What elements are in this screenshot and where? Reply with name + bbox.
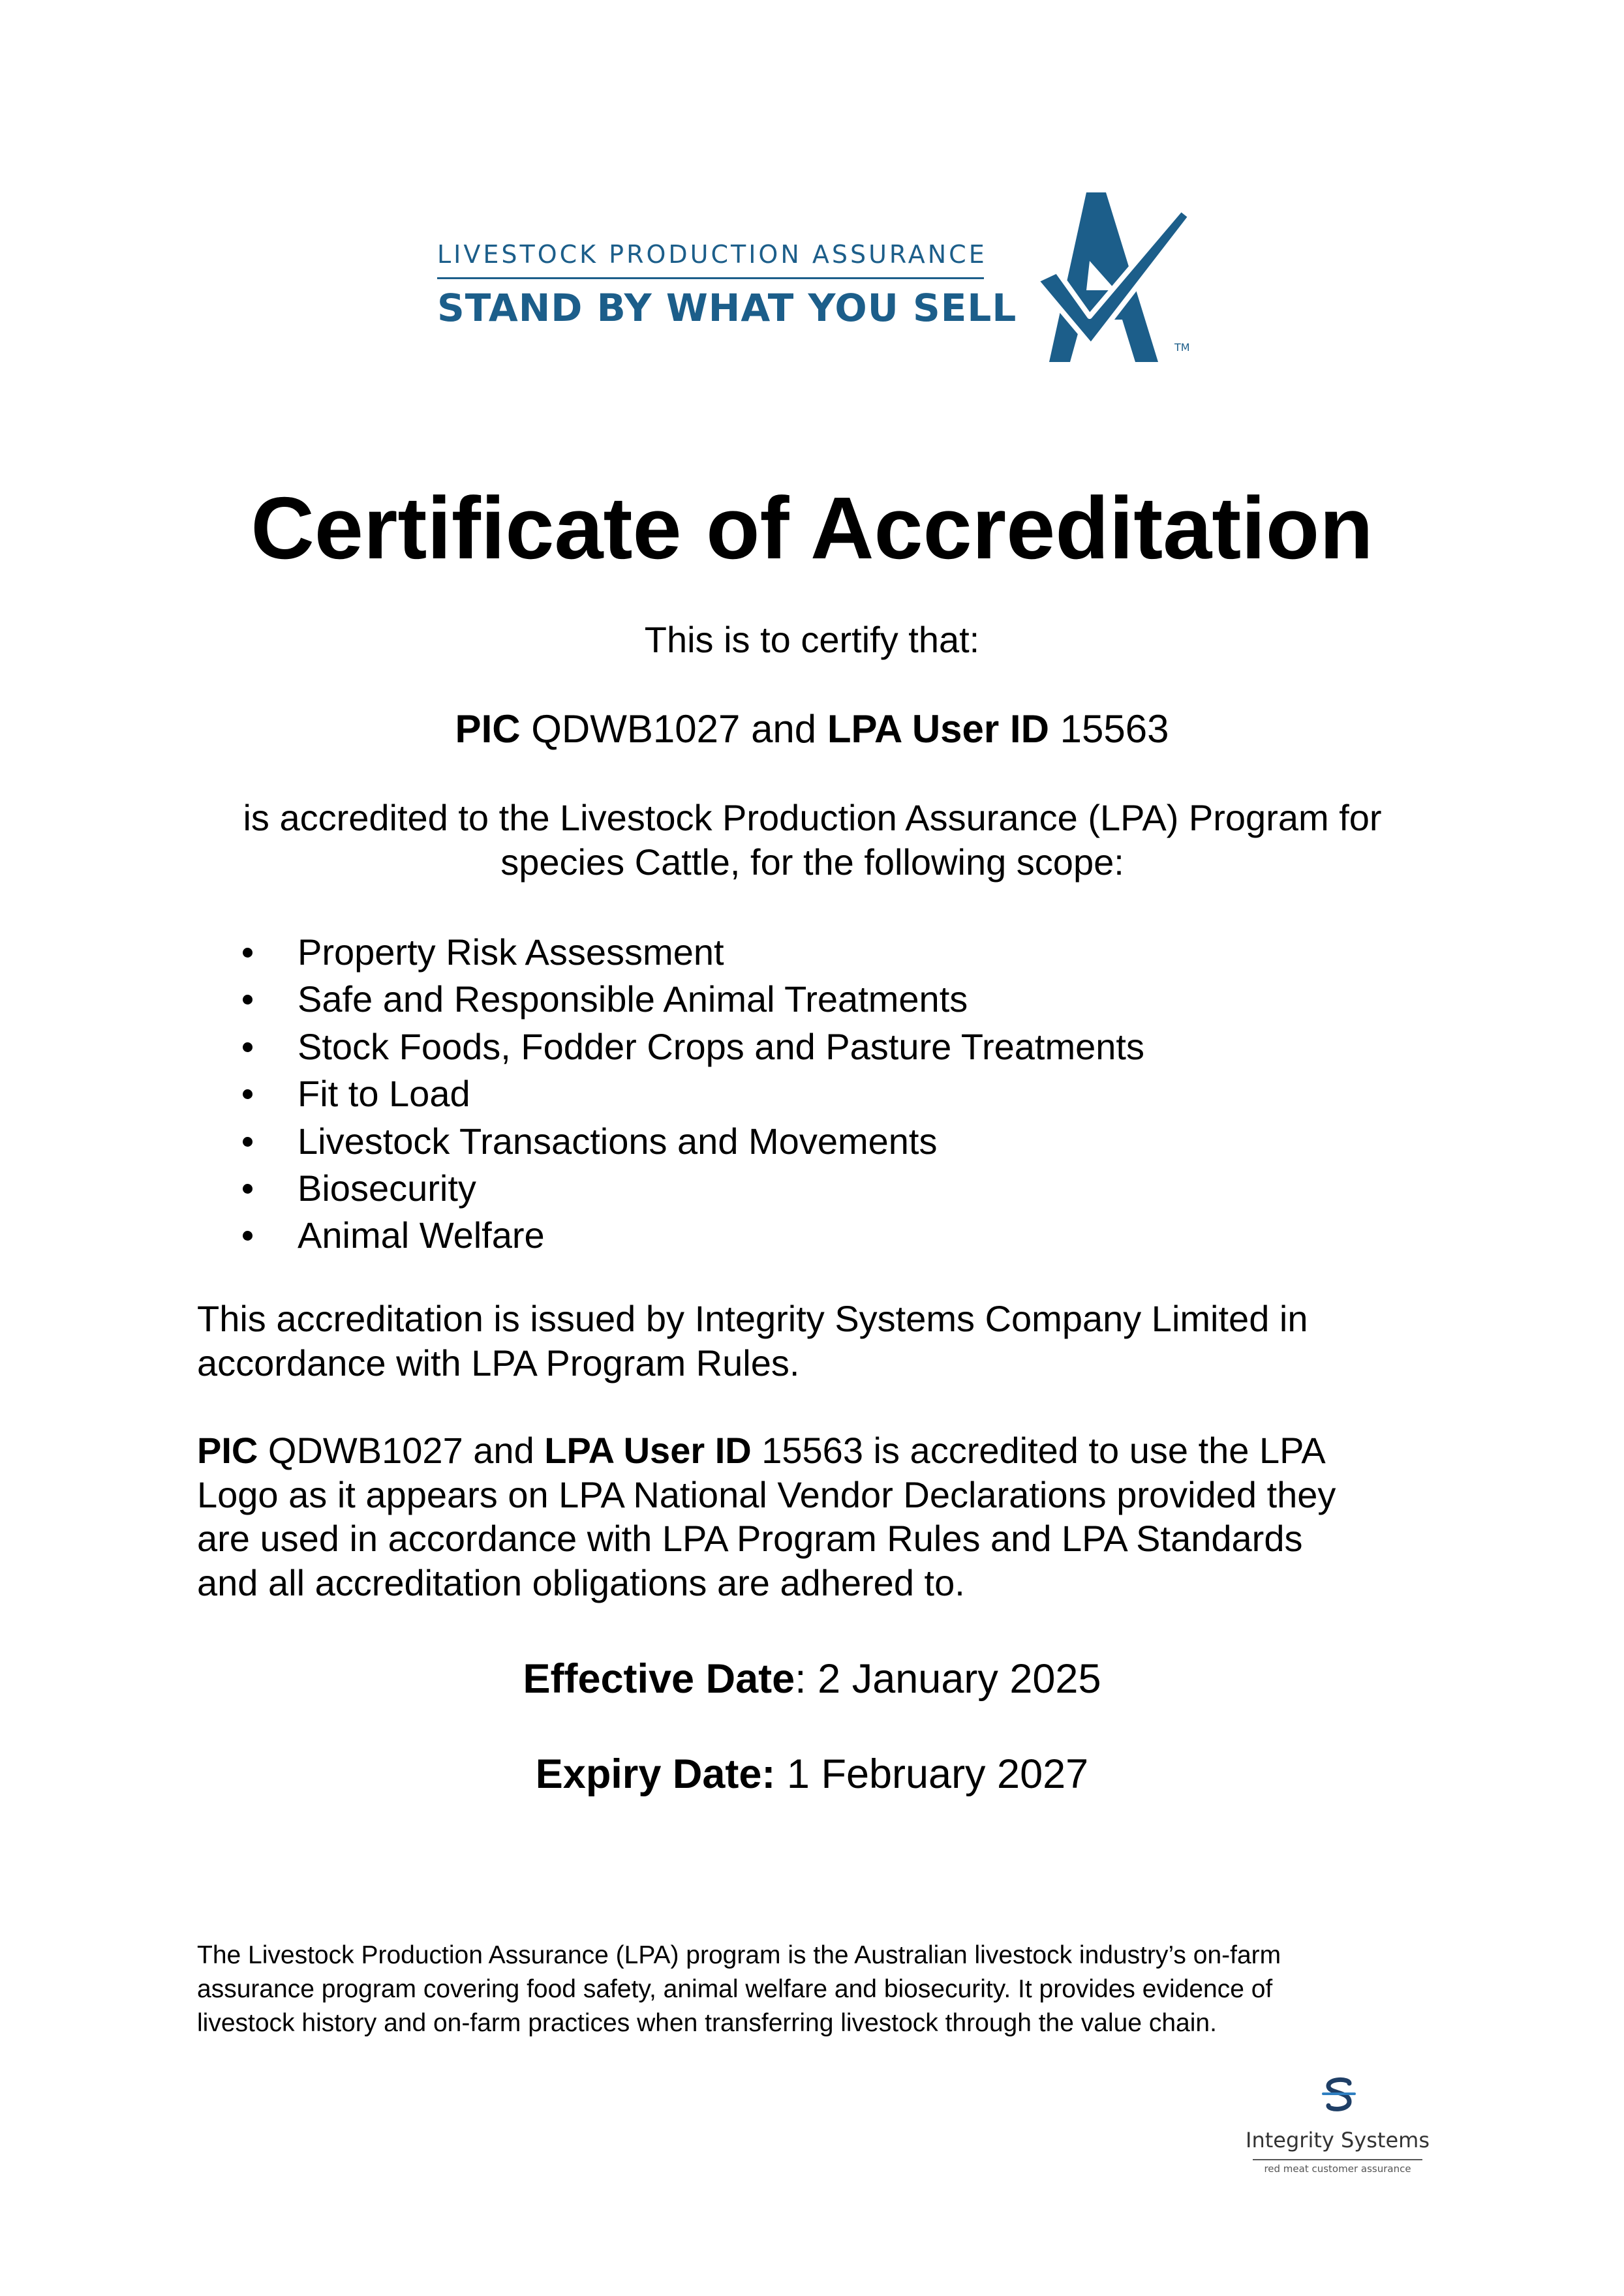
integrity-systems-name: Integrity Systems (1246, 2128, 1430, 2152)
list-item: Biosecurity (243, 1165, 1144, 1212)
footer-note (197, 1939, 1437, 2040)
bullet-icon (243, 1137, 253, 1147)
certify-intro: This is to certify that: (644, 619, 980, 660)
logo-use-line-3: are used in accordance with LPA Program Rules and LPA Standards (197, 1518, 1303, 1559)
list-item: Safe and Responsible Animal Treatments (243, 976, 1144, 1023)
integrity-systems-divider (1253, 2159, 1422, 2160)
scope-list (243, 929, 1144, 1260)
pic-value: QDWB1027 (531, 707, 741, 751)
bullet-icon (243, 948, 253, 958)
user-id-value: 15563 (1060, 707, 1169, 751)
lpa-logo-slogan: STAND BY WHAT YOU SELL (437, 286, 1017, 330)
list-item: Livestock Transactions and Movements (243, 1118, 1144, 1165)
issuer-line-2: accordance with LPA Program Rules. (197, 1342, 800, 1383)
list-item: Animal Welfare (243, 1212, 1144, 1259)
bullet-icon (243, 1089, 253, 1099)
accreditation-statement (170, 796, 1455, 884)
logo-use-line-2: Logo as it appears on LPA National Vendor Declarations provided they (197, 1473, 1336, 1515)
logo-use-line-4: and all accreditation obligations are adhered to. (197, 1562, 965, 1603)
bullet-icon (243, 1184, 253, 1194)
trademark-symbol: TM (1174, 341, 1190, 354)
lpa-logo-divider (437, 277, 984, 279)
integrity-systems-s-icon (1318, 2074, 1360, 2116)
bullet-icon (243, 1042, 253, 1052)
lpa-tick-logo-icon (1024, 189, 1194, 372)
bullet-icon (243, 995, 253, 1004)
pic-value: QDWB1027 (268, 1430, 463, 1471)
integrity-systems-tagline: red meat customer assurance (1264, 2163, 1411, 2175)
issuer-line-1: This accreditation is issued by Integrity Systems Company Limited in (197, 1298, 1308, 1339)
footer-line-2: assurance program covering food safety, animal welfare and biosecurity. It provides evidence of (197, 1975, 1273, 2003)
issuer-paragraph (197, 1297, 1437, 1385)
footer-line-1: The Livestock Production Assurance (LPA) program is the Australian livestock industry’s on-farm (197, 1941, 1281, 1969)
and-text: and (473, 1430, 534, 1471)
and-text: and (751, 707, 817, 751)
list-item: Stock Foods, Fodder Crops and Pasture Treatments (243, 1023, 1144, 1070)
expiry-date (0, 1749, 1624, 1799)
bullet-icon (243, 1231, 253, 1241)
list-item: Fit to Load (243, 1070, 1144, 1117)
accreditation-line-1: is accredited to the Livestock Production Assurance (LPA) Program for (243, 797, 1382, 838)
accreditation-line-2: species Cattle, for the following scope: (500, 841, 1124, 883)
effective-date-label: Effective Date (523, 1656, 795, 1702)
logo-use-line-1 (197, 1428, 1437, 1473)
lpa-logo-top-text: LIVESTOCK PRODUCTION ASSURANCE (437, 240, 987, 269)
logo-use-paragraph (197, 1428, 1437, 1605)
pic-user-line (0, 706, 1624, 753)
effective-date-value: 2 January 2025 (818, 1656, 1101, 1702)
expiry-date-label: Expiry Date: (535, 1751, 776, 1797)
effective-date: Effective Date: 2 January 2025 (523, 1656, 1101, 1702)
logo-use-text: is accredited to use the LPA (873, 1430, 1326, 1471)
integrity-systems-logo (1233, 2074, 1442, 2179)
user-id-label: LPA User ID (544, 1430, 752, 1471)
user-id-label: LPA User ID (827, 707, 1049, 751)
lpa-logo (437, 189, 1207, 378)
expiry-date-value: 1 February 2027 (786, 1751, 1089, 1797)
user-id-value: 15563 (761, 1430, 863, 1471)
list-item: Property Risk Assessment (243, 929, 1144, 976)
pic-label: PIC (197, 1430, 258, 1471)
pic-label: PIC (455, 707, 521, 751)
certificate-title: Certificate of Accreditation (251, 479, 1373, 577)
footer-line-3: livestock history and on-farm practices when transferring livestock through the value chain. (197, 2009, 1217, 2037)
